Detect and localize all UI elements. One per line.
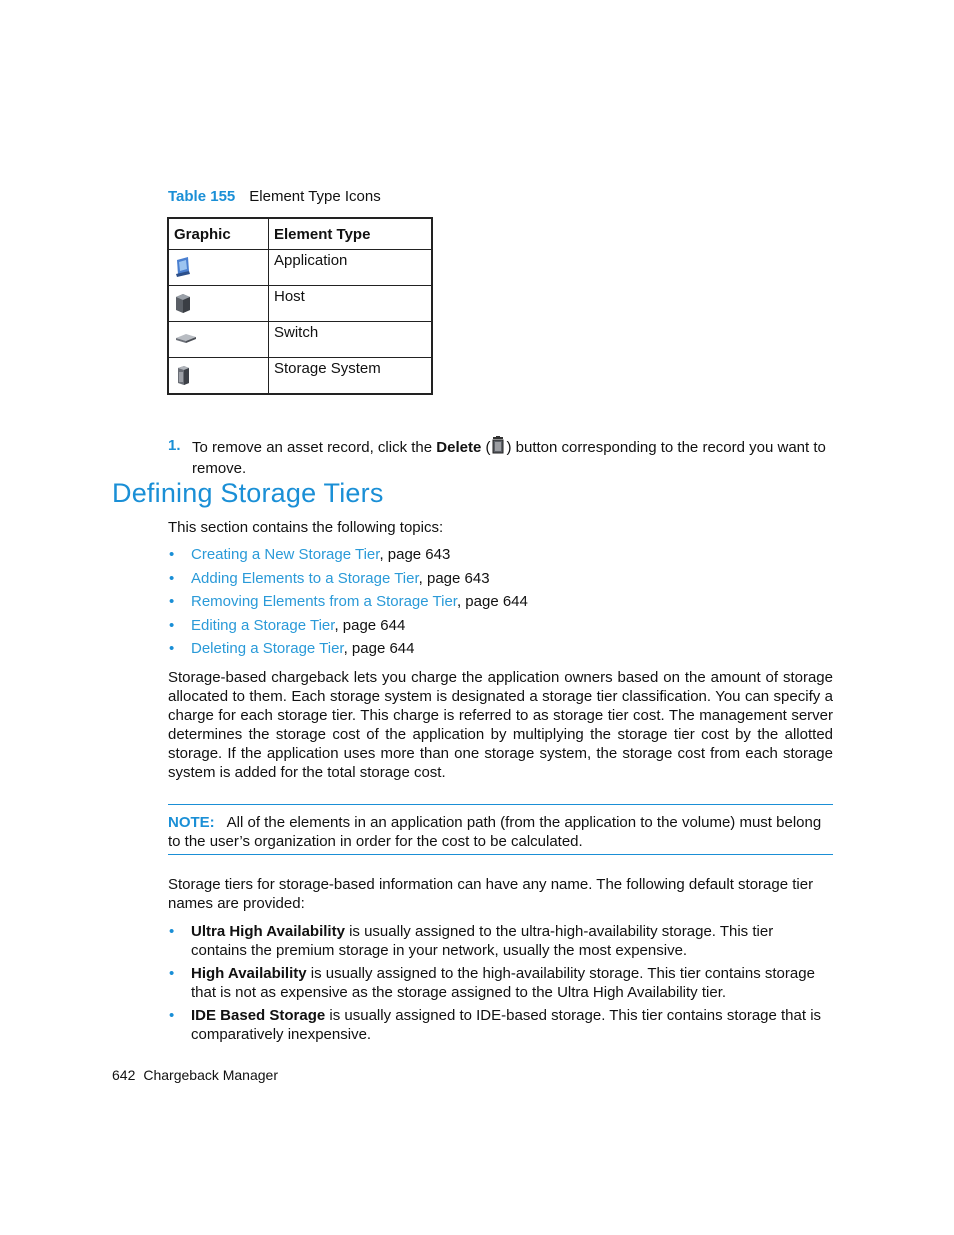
host-icon [174,292,192,318]
topic-page-ref: , page 644 [456,593,528,610]
procedure-step [168,436,833,478]
trash-icon [491,436,505,459]
list-item [168,964,833,1002]
topic-page-ref: , page 644 [334,616,406,634]
list-item [168,569,528,593]
bullet-icon: • [169,593,175,610]
topic-list [168,545,528,663]
topic-link-creating[interactable]: Creating a New Storage Tier [191,546,380,563]
delete-button-name: Delete [436,439,482,456]
tier-name: Ultra High Availability [191,923,345,940]
bullet-icon: • [169,640,175,657]
element-type-cell: Switch [269,322,433,358]
section-heading: Defining Storage Tiers [112,478,384,508]
graphic-cell [168,322,269,358]
element-type-cell: Application [269,250,433,286]
topic-link-adding[interactable]: Adding Elements to a Storage Tier [191,569,419,587]
step-number: 1. [168,437,181,454]
table-header-row [168,218,432,250]
list-item [168,639,528,663]
step-text-after: ) button corresponding to the record you want to remove. [192,439,826,477]
table-row [168,286,432,322]
list-item [168,616,528,640]
bullet-icon: • [169,1007,175,1024]
topic-link-removing[interactable]: Removing Elements from a Storage Tier [191,593,457,610]
section-intro: This section contains the following topics: [168,519,444,536]
list-item [168,922,833,960]
tier-name: High Availability [191,965,307,982]
note-label: NOTE: [168,814,215,831]
tier-description: is usually assigned to the high-availability storage. This tier contains storage that is not as expensive as the storage assigned to the Ultra High Availability tier. [191,965,815,1001]
table-row [168,358,432,395]
tier-description: is usually assigned to IDE-based storage. This tier contains storage that is comparatively inexpensive. [191,1007,822,1043]
graphic-cell [168,250,269,286]
tier-list [168,922,833,1048]
element-type-table [167,217,433,395]
table-caption-label: Table 155 [168,188,236,205]
table-row [168,250,432,286]
topic-link-editing[interactable]: Editing a Storage Tier [191,616,335,634]
topic-page-ref: , page 644 [343,640,415,657]
column-header-graphic: Graphic [168,218,269,250]
application-icon [174,256,192,282]
bullet-icon: • [169,616,175,634]
column-header-element-type: Element Type [269,218,433,250]
table-caption [168,188,381,205]
graphic-cell [168,358,269,395]
tier-description: is usually assigned to the ultra-high-availability storage. This tier contains the premium storage in your network, usually the most expensive. [191,923,774,959]
bullet-icon: • [169,923,175,940]
note-box [168,804,833,855]
element-type-cell: Storage System [269,358,433,395]
page-number: 642 [112,1067,136,1083]
element-type-cell: Host [269,286,433,322]
footer-title: Chargeback Manager [143,1067,278,1083]
list-item [168,1006,833,1044]
switch-icon [174,328,198,352]
table-caption-title: Element Type Icons [249,188,381,205]
list-item [168,592,528,616]
graphic-cell [168,286,269,322]
topic-link-deleting[interactable]: Deleting a Storage Tier [191,640,344,657]
list-item [168,545,528,569]
bullet-icon: • [169,965,175,982]
storage-system-icon [174,364,192,390]
step-paren-open: ( [481,439,491,456]
tier-name: IDE Based Storage [191,1007,326,1024]
page-footer [112,1067,278,1083]
step-text-before: To remove an asset record, click the [192,439,437,456]
bullet-icon: • [169,569,175,587]
note-text: All of the elements in an application path (from the application to the volume) must belong to the user’s organization in order for the cost to be calculated. [168,814,822,850]
topic-page-ref: , page 643 [418,569,490,587]
table-row [168,322,432,358]
body-paragraph: Storage-based chargeback lets you charge the application owners based on the amount of storage allocated to them. Each storage system is designated a storage tier classification. You can specify a charge for each storage tier. This charge is referred to as storage tier cost. The management server determines the storage cost of the application by multiplying the storage tier cost by the allotted storage. If the application uses more than one storage system, the storage cost from each storage system is added for the total storage cost. [168,669,833,781]
topic-page-ref: , page 643 [379,546,451,563]
bullet-icon: • [169,546,175,563]
tiers-intro: Storage tiers for storage-based information can have any name. The following default storage tier names are provided: [168,876,814,912]
